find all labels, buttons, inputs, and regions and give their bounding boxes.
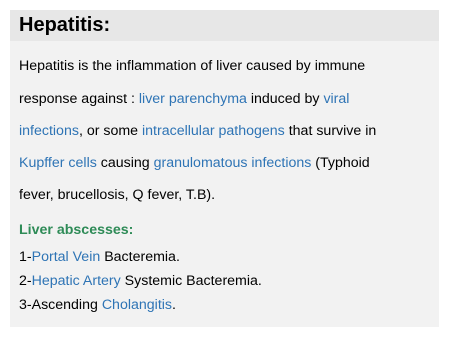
term-viral: viral xyxy=(323,91,350,107)
text-run: Hepatitis is the inflammation of liver caused by immune xyxy=(19,58,366,74)
text-run: that survive in xyxy=(284,123,377,139)
paragraph-line-1 xyxy=(19,57,365,75)
term-liver-parenchyma: liver parenchyma xyxy=(138,91,247,107)
text-run: causing xyxy=(96,155,154,171)
list-item xyxy=(19,248,180,266)
paragraph-line-4 xyxy=(19,154,370,172)
list-item xyxy=(19,272,262,290)
liver-abscesses-heading: Liver abscesses: xyxy=(19,222,134,238)
term-cholangitis: Cholangitis xyxy=(101,297,173,313)
text-run: Bacteremia. xyxy=(100,249,180,265)
paragraph-line-3 xyxy=(19,122,376,140)
text-run: . xyxy=(172,297,176,313)
text-run: (Typhoid xyxy=(311,155,370,171)
term-intracellular-pathogens: intracellular pathogens xyxy=(142,123,285,139)
text-run: induced by xyxy=(246,91,324,107)
term-hepatic-artery: Hepatic Artery xyxy=(31,273,121,289)
term-granulomatous-infections: granulomatous infections xyxy=(153,155,312,171)
title-bar xyxy=(10,10,439,41)
term-infections: infections xyxy=(19,123,79,139)
paragraph-line-5 xyxy=(19,186,215,204)
text-run: Systemic Bacteremia. xyxy=(120,273,262,289)
term-kupffer-cells: Kupffer cells xyxy=(19,155,97,171)
list-number: 1- xyxy=(19,249,32,265)
text-run: , or some xyxy=(78,123,143,139)
slide-body xyxy=(10,46,439,327)
list-number: 2- xyxy=(19,273,32,289)
slide-title: Hepatitis: xyxy=(19,14,111,36)
list-number: 3-Ascending xyxy=(19,297,102,313)
term-portal-vein: Portal Vein xyxy=(31,249,101,265)
slide xyxy=(10,10,439,327)
text-run: response against : xyxy=(19,91,139,107)
list-item xyxy=(19,296,176,314)
text-run: fever, brucellosis, Q fever, T.B). xyxy=(19,187,216,203)
paragraph-line-2 xyxy=(19,90,349,108)
